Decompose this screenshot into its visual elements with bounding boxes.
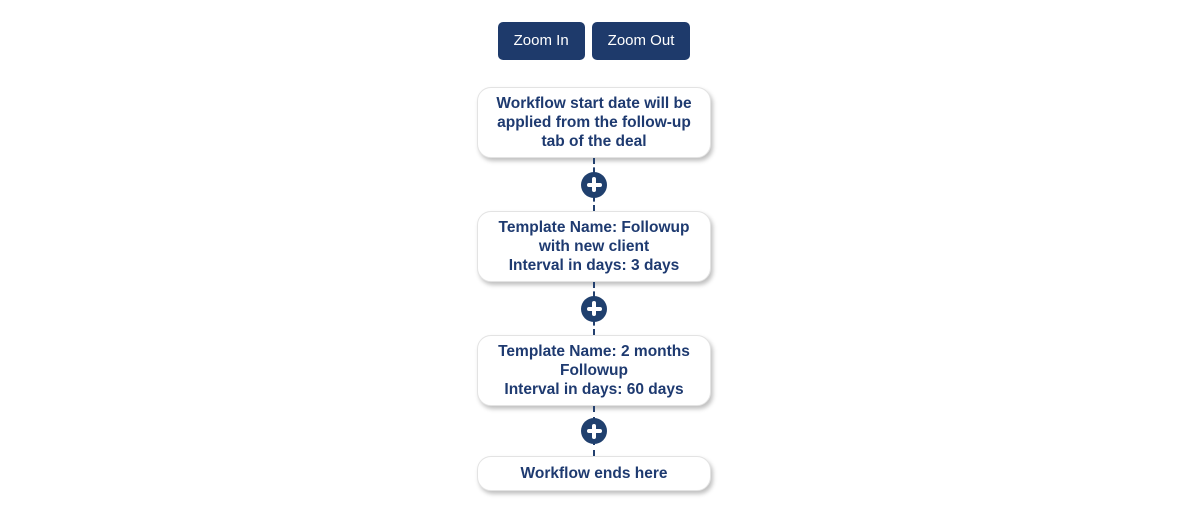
workflow-step-node — [477, 335, 711, 406]
node-text-line: with new client — [538, 238, 650, 255]
node-text-line: Template Name: 2 months — [498, 343, 690, 360]
add-step-button[interactable] — [581, 296, 607, 322]
node-text-line: Workflow start date will be — [496, 95, 692, 112]
node-text-line: Workflow ends here — [520, 465, 668, 482]
connector — [477, 406, 711, 456]
workflow-end-node — [477, 456, 711, 491]
workflow-step-node — [477, 211, 711, 282]
plus-icon — [587, 177, 602, 192]
workflow-start-node — [477, 87, 711, 158]
add-step-button[interactable] — [581, 418, 607, 444]
connector — [477, 158, 711, 211]
node-text-line: tab of the deal — [541, 133, 647, 150]
workflow-column — [477, 22, 711, 491]
node-text-line: Template Name: Followup — [498, 219, 690, 236]
plus-icon — [587, 424, 602, 439]
connector — [477, 282, 711, 335]
zoom-in-button[interactable]: Zoom In — [498, 22, 585, 60]
node-text-line: Interval in days: 3 days — [508, 257, 680, 274]
zoom-out-button[interactable]: Zoom Out — [592, 22, 691, 60]
add-step-button[interactable] — [581, 172, 607, 198]
node-text-line: Followup — [559, 362, 628, 379]
node-text-line: applied from the follow-up — [497, 114, 691, 131]
zoom-toolbar — [477, 22, 711, 60]
plus-icon — [587, 301, 602, 316]
node-text-line: Interval in days: 60 days — [504, 381, 684, 398]
